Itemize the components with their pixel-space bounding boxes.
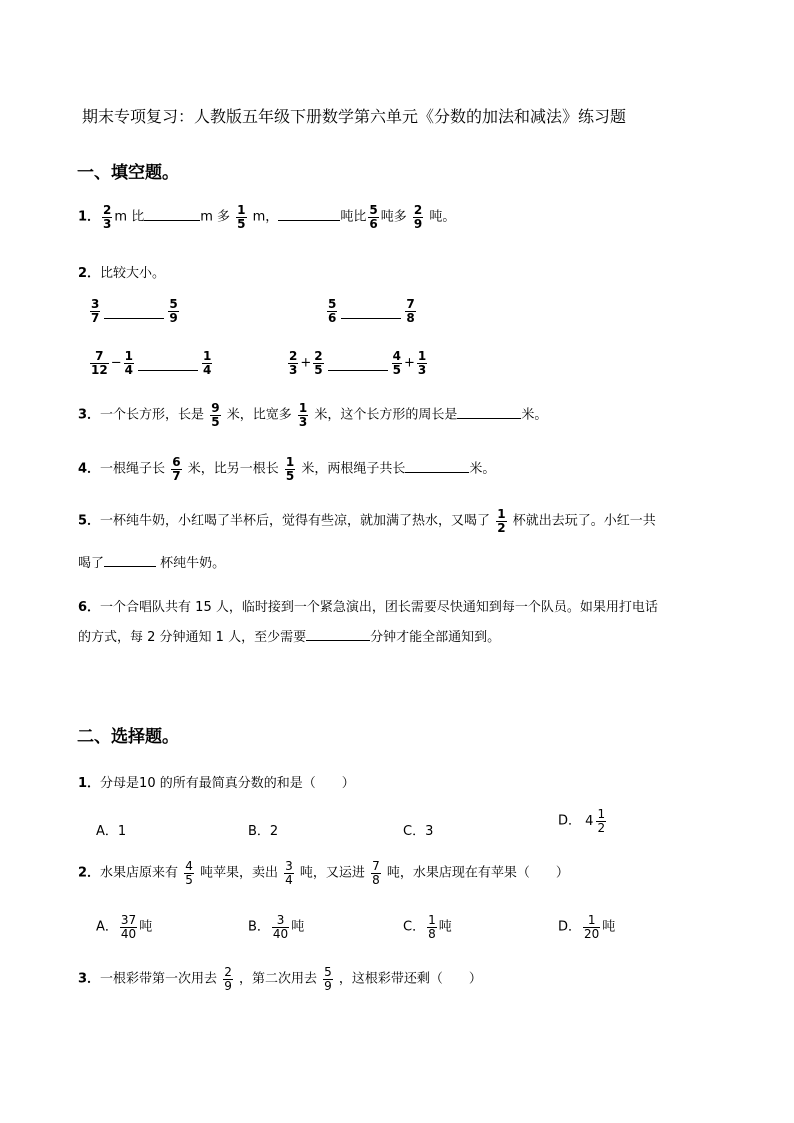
compare-blank[interactable] xyxy=(341,317,401,319)
fraction: $\frac{5}{6}$ xyxy=(369,203,378,231)
question-1-4: 4．一根绳子长 $\frac{6}{7}$ 米，比另一根长 $\frac{1}{5}$ 米，两根绳子共长 米。 xyxy=(78,455,496,483)
answer-blank[interactable] xyxy=(457,406,521,419)
fraction: $\frac{4}{5}$ xyxy=(392,349,401,377)
fraction: $\frac{7}{8}$ xyxy=(372,859,380,887)
option-a[interactable]: A． $\frac{37}{40}$ 吨 xyxy=(96,913,153,941)
question-1-6-cont: 的方式，每 2 分钟通知 1 人，至少需要 分钟才能全部通知到。 xyxy=(78,630,501,645)
fraction: $\frac{1}{8}$ xyxy=(428,913,436,941)
question-number: 2． xyxy=(78,865,101,881)
fraction: $\frac{1}{3}$ xyxy=(417,349,427,377)
question-2-1: 1．分母是10 的所有最简真分数的和是（ ） xyxy=(78,776,355,791)
fraction: $\frac{2}{5}$ xyxy=(314,349,323,377)
question-2-2: 2．水果店原来有 $\frac{4}{5}$ 吨苹果，卖出 $\frac{3}{4}$ 吨，又运进 $\frac{7}{8}$ 吨，水果店现在有苹果（ ） xyxy=(78,859,569,887)
fraction: $\frac{2}{9}$ xyxy=(224,965,232,993)
answer-blank[interactable] xyxy=(405,460,469,473)
fraction: $\frac{9}{5}$ xyxy=(211,401,220,429)
option-c[interactable]: C． $\frac{1}{8}$ 吨 xyxy=(403,913,452,941)
question-1-5-cont: 喝了 杯纯牛奶。 xyxy=(78,556,226,571)
section-heading-multiple-choice: 二、选择题。 xyxy=(77,727,179,747)
fraction: $\frac{1}{20}$ xyxy=(584,913,600,941)
question-number: 3． xyxy=(78,407,101,423)
compare-blank[interactable] xyxy=(328,369,388,371)
question-1-3: 3．一个长方形，长是 $\frac{9}{5}$ 米，比宽多 $\frac{1}{3}$ 米，这个长方形的周长是 米。 xyxy=(78,401,548,429)
question-1-6: 6．一个合唱队共有 15 人，临时接到一个紧急演出，团长需要尽快通知到每一个队员。如果用打电话 xyxy=(78,600,658,615)
answer-blank[interactable] xyxy=(306,628,370,641)
option-d[interactable]: D． $\frac{1}{20}$ 吨 xyxy=(558,913,616,941)
question-number: 3． xyxy=(78,971,101,987)
compare-blank[interactable] xyxy=(104,317,164,319)
option-b[interactable]: B．2 xyxy=(248,824,279,839)
question-number: 4． xyxy=(78,461,101,477)
answer-blank[interactable] xyxy=(104,554,156,567)
fraction: $\frac{1}{5}$ xyxy=(285,455,295,483)
answer-blank[interactable] xyxy=(144,208,200,221)
option-b[interactable]: B． $\frac{3}{40}$ 吨 xyxy=(248,913,305,941)
compare-blank[interactable] xyxy=(138,369,198,371)
question-number: 5． xyxy=(78,513,101,529)
compare-item-d: $\frac{2}{3}$ + $\frac{2}{5}$ $\frac{4}{5}$ + $\frac{1}{3}$ xyxy=(289,349,427,377)
fraction: $\frac{6}{7}$ xyxy=(172,455,181,483)
option-a[interactable]: A．1 xyxy=(96,824,127,839)
answer-blank[interactable] xyxy=(278,208,340,221)
fraction: $\frac{1}{4}$ xyxy=(202,349,212,377)
fraction: $\frac{4}{5}$ xyxy=(185,859,193,887)
compare-item-b xyxy=(325,298,418,324)
question-2-3: 3．一根彩带第一次用去 $\frac{2}{9}$ ，第二次用去 $\frac{5}{9}$ ，这根彩带还剩（ ） xyxy=(78,965,482,993)
fraction: $\frac{7}{12}$ xyxy=(91,349,108,377)
fraction: $\frac{3}{4}$ xyxy=(285,859,293,887)
document-title: 期末专项复习：人教版五年级下册数学第六单元《分数的加法和减法》练习题 xyxy=(82,107,627,126)
question-1-5: 5．一杯纯牛奶，小红喝了半杯后，觉得有些凉，就加满了热水，又喝了 $\frac{1}{2}$ 杯就出去玩了。小红一共 xyxy=(78,507,656,535)
fraction: $\frac{1}{3}$ xyxy=(298,401,308,429)
fraction: $\frac{5}{6}$ xyxy=(328,297,337,325)
compare-item-a xyxy=(88,298,181,324)
fraction: $\frac{37}{40}$ xyxy=(120,913,137,941)
question-number: 1． xyxy=(78,209,101,225)
question-number: 2． xyxy=(78,266,101,281)
fraction: $\frac{7}{8}$ xyxy=(406,297,415,325)
fraction: $\frac{2}{9}$ xyxy=(413,203,423,231)
fraction: $\frac{2}{3}$ xyxy=(103,203,112,231)
option-c[interactable]: C．3 xyxy=(403,824,434,839)
question-number: 6． xyxy=(78,600,101,615)
fraction: $\frac{5}{9}$ xyxy=(169,297,178,325)
fraction: $\frac{3}{40}$ xyxy=(272,913,289,941)
mixed-number: 4 $\frac{1}{2}$ xyxy=(585,807,606,835)
fraction: $\frac{1}{2}$ xyxy=(497,507,506,535)
question-1-1: 1． $\frac{2}{3}$ m 比 m 多 $\frac{1}{5}$ m， 吨比 $\frac{5}{6}$ 吨多 $\frac{2}{9}$ 吨。 xyxy=(78,203,456,231)
fraction: $\frac{3}{7}$ xyxy=(91,297,100,325)
question-number: 1． xyxy=(78,776,101,791)
compare-item-c: $\frac{7}{12}$ − $\frac{1}{4}$ $\frac{1}{4}$ xyxy=(91,349,212,377)
fraction: $\frac{1}{2}$ xyxy=(597,807,606,835)
fraction: $\frac{2}{3}$ xyxy=(289,349,298,377)
option-d[interactable]: D． 4 $\frac{1}{2}$ xyxy=(558,808,608,834)
fraction: $\frac{5}{9}$ xyxy=(324,965,332,993)
fraction: $\frac{1}{5}$ xyxy=(237,203,246,231)
fraction: $\frac{1}{4}$ xyxy=(124,349,133,377)
section-heading-fill-blank: 一、填空题。 xyxy=(77,163,179,183)
question-1-2: 2．比较大小。 xyxy=(78,266,166,281)
